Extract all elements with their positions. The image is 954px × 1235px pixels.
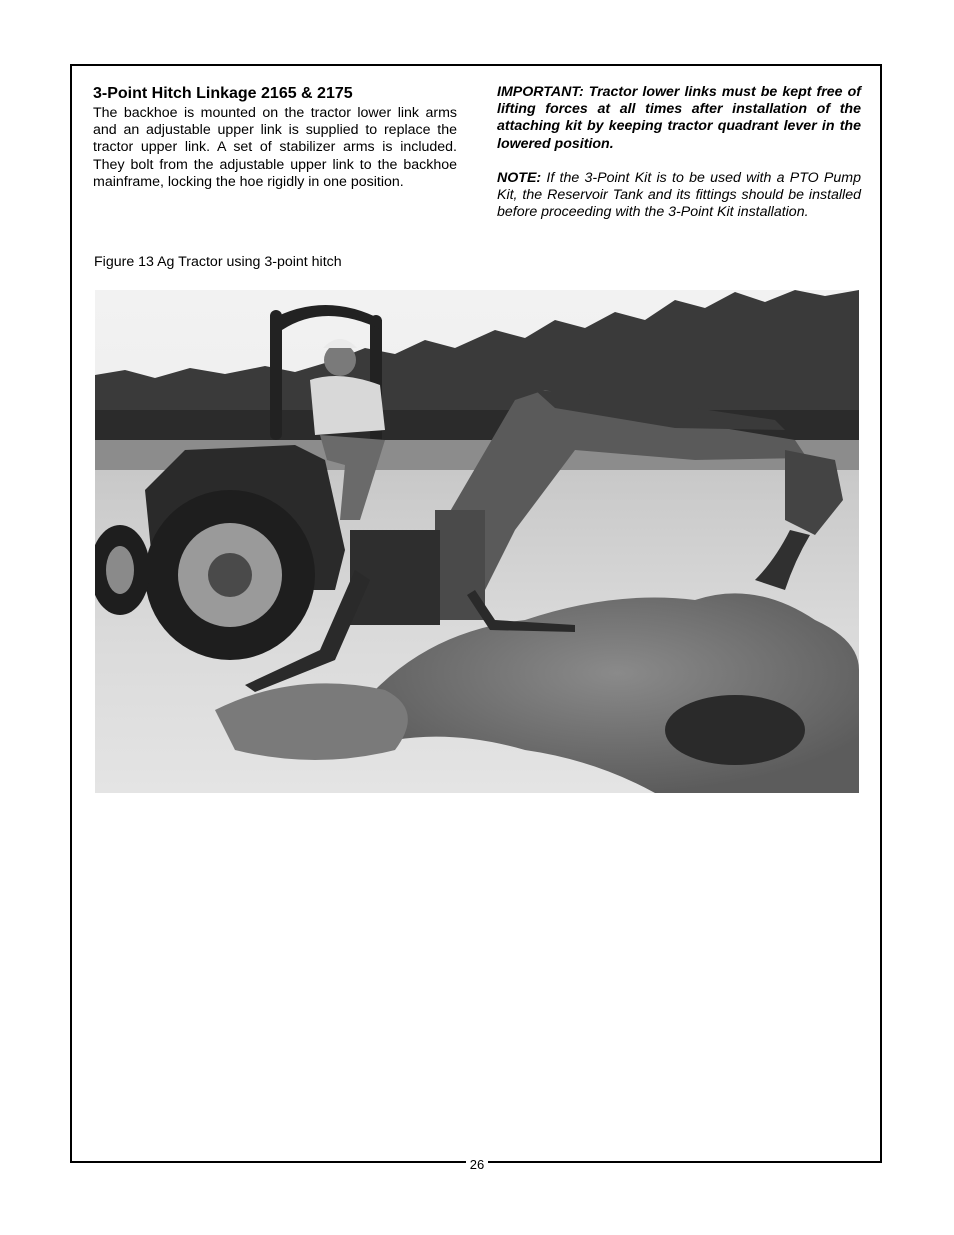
page-number-row bbox=[0, 1156, 954, 1174]
page-number: 26 bbox=[466, 1157, 488, 1172]
left-column bbox=[93, 84, 457, 191]
note-paragraph bbox=[497, 170, 861, 222]
section-body: The backhoe is mounted on the tractor lower link arms and an adjustable upper link is supplied to replace the tractor upper link. A set of stabilizer arms is included. They bolt from the adjustable upper link to the backhoe mainframe, locking the hoe rigidly in one position. bbox=[93, 105, 457, 190]
important-notice: IMPORTANT: Tractor lower links must be kept free of lifting forces at all times after installation of the attaching kit by keeping tractor quadrant lever in the lowered position. bbox=[497, 84, 861, 152]
note-text: If the 3-Point Kit is to be used with a PTO Pump Kit, the Reservoir Tank and its fittings should be installed before proceeding with the 3-Point Kit installation. bbox=[497, 169, 861, 221]
section-title: 3-Point Hitch Linkage 2165 & 2175 bbox=[93, 85, 353, 102]
note-label: NOTE: bbox=[497, 169, 542, 186]
right-column bbox=[497, 84, 861, 221]
figure-caption: Figure 13 Ag Tractor using 3-point hitch bbox=[94, 254, 342, 270]
tractor-backhoe-photo bbox=[95, 290, 859, 793]
